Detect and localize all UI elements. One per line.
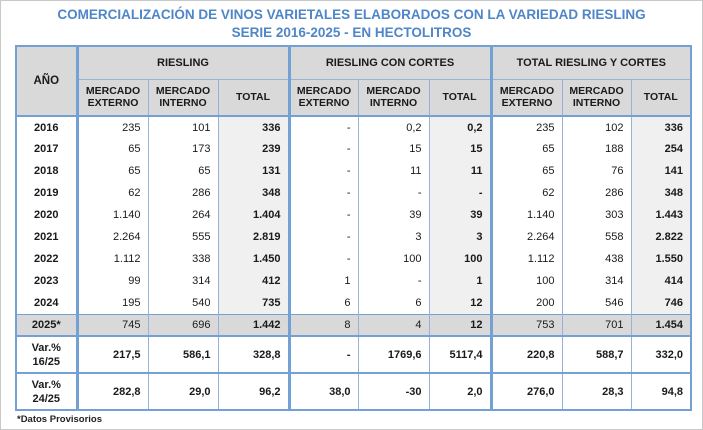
group-header-row	[16, 46, 691, 79]
value-cell: 11	[358, 160, 429, 182]
value-cell: 2.264	[77, 226, 148, 248]
value-cell: -	[289, 226, 358, 248]
value-cell: 1.404	[218, 204, 289, 226]
variation-value-cell: 328,8	[218, 336, 289, 373]
value-cell: -	[289, 204, 358, 226]
value-cell: -	[289, 248, 358, 270]
value-cell: 1.454	[631, 314, 691, 336]
year-row-2018	[16, 160, 691, 182]
year-row-2019	[16, 182, 691, 204]
footnote: *Datos Provisorios	[17, 414, 102, 425]
variation-value-cell: -	[289, 336, 358, 373]
value-cell: 188	[562, 138, 631, 160]
value-cell: 336	[218, 116, 289, 138]
year-cell: 2022	[16, 248, 77, 270]
year-cell: 2018	[16, 160, 77, 182]
table-header	[16, 46, 691, 116]
value-cell: 6	[358, 292, 429, 314]
value-cell: 1.442	[218, 314, 289, 336]
variation-value-cell: 29,0	[148, 373, 218, 410]
value-cell: -	[289, 116, 358, 138]
value-cell: 3	[429, 226, 491, 248]
year-cell: 2016	[16, 116, 77, 138]
year-row-2024	[16, 292, 691, 314]
year-row-2021	[16, 226, 691, 248]
variation-value-cell: 38,0	[289, 373, 358, 410]
variation-value-cell: 282,8	[77, 373, 148, 410]
value-cell: 15	[358, 138, 429, 160]
value-cell: 39	[429, 204, 491, 226]
value-cell: 746	[631, 292, 691, 314]
variation-value-cell: 1769,6	[358, 336, 429, 373]
value-cell: 65	[77, 138, 148, 160]
year-row-2023	[16, 270, 691, 292]
subheader-riesling-mercado-externo: MERCADO EXTERNO	[77, 79, 148, 116]
value-cell: 12	[429, 314, 491, 336]
value-cell: 254	[631, 138, 691, 160]
year-cell: 2025*	[16, 314, 77, 336]
value-cell: 286	[562, 182, 631, 204]
value-cell: 348	[631, 182, 691, 204]
table-body	[16, 116, 691, 410]
value-cell: 753	[491, 314, 562, 336]
variation-label-cell	[16, 373, 77, 410]
variation-value-cell: -30	[358, 373, 429, 410]
value-cell: 558	[562, 226, 631, 248]
variation-label-top: Var.%	[31, 378, 61, 391]
year-cell: 2017	[16, 138, 77, 160]
value-cell: 76	[562, 160, 631, 182]
value-cell: 1.550	[631, 248, 691, 270]
variation-label-bottom: 24/25	[32, 392, 61, 405]
title-line-1: COMERCIALIZACIÓN DE VINOS VARIETALES ELABORADOS CON LA VARIEDAD RIESLING	[57, 7, 646, 22]
value-cell: 1.140	[77, 204, 148, 226]
variation-value-cell: 217,5	[77, 336, 148, 373]
value-cell: 1.450	[218, 248, 289, 270]
year-cell: 2020	[16, 204, 77, 226]
value-cell: 438	[562, 248, 631, 270]
value-cell: 141	[631, 160, 691, 182]
value-cell: 338	[148, 248, 218, 270]
year-row-2022	[16, 248, 691, 270]
variation-value-cell: 586,1	[148, 336, 218, 373]
value-cell: 235	[77, 116, 148, 138]
value-cell: 8	[289, 314, 358, 336]
value-cell: 65	[148, 160, 218, 182]
value-cell: 235	[491, 116, 562, 138]
subheader-riesling-mercado-interno: MERCADO INTERNO	[148, 79, 218, 116]
variation-value-cell: 5117,4	[429, 336, 491, 373]
year-cell: 2019	[16, 182, 77, 204]
report-title	[1, 1, 702, 42]
value-cell: 546	[562, 292, 631, 314]
variation-row-24-25	[16, 373, 691, 410]
variation-value-cell: 28,3	[562, 373, 631, 410]
group-header-total-riesling-y-cortes: TOTAL RIESLING Y CORTES	[491, 46, 691, 79]
value-cell: 3	[358, 226, 429, 248]
value-cell: -	[289, 182, 358, 204]
value-cell: 696	[148, 314, 218, 336]
value-cell: 173	[148, 138, 218, 160]
value-cell: 102	[562, 116, 631, 138]
value-cell: 195	[77, 292, 148, 314]
value-cell: 65	[77, 160, 148, 182]
year-row-2016	[16, 116, 691, 138]
value-cell: 99	[77, 270, 148, 292]
subheader-totalgrp-mercado-externo: MERCADO EXTERNO	[491, 79, 562, 116]
value-cell: 2.264	[491, 226, 562, 248]
year-cell: 2023	[16, 270, 77, 292]
value-cell: 314	[148, 270, 218, 292]
group-header-riesling-con-cortes: RIESLING CON CORTES	[289, 46, 491, 79]
subheader-row	[16, 79, 691, 116]
value-cell: 2.819	[218, 226, 289, 248]
year-row-2020	[16, 204, 691, 226]
value-cell: 1.443	[631, 204, 691, 226]
value-cell: 1	[289, 270, 358, 292]
value-cell: 11	[429, 160, 491, 182]
value-cell: 286	[148, 182, 218, 204]
variation-label-bottom: 16/25	[32, 355, 61, 368]
value-cell: 100	[429, 248, 491, 270]
value-cell: 131	[218, 160, 289, 182]
value-cell: 239	[218, 138, 289, 160]
value-cell: 100	[491, 270, 562, 292]
subheader-cortes-total: TOTAL	[429, 79, 491, 116]
value-cell: -	[358, 270, 429, 292]
value-cell: -	[289, 138, 358, 160]
group-header-riesling: RIESLING	[77, 46, 289, 79]
value-cell: 15	[429, 138, 491, 160]
year-cell: 2024	[16, 292, 77, 314]
value-cell: 414	[631, 270, 691, 292]
value-cell: 1.112	[77, 248, 148, 270]
value-cell: 4	[358, 314, 429, 336]
value-cell: 745	[77, 314, 148, 336]
variation-value-cell: 588,7	[562, 336, 631, 373]
value-cell: 348	[218, 182, 289, 204]
subheader-riesling-total: TOTAL	[218, 79, 289, 116]
variation-value-cell: 276,0	[491, 373, 562, 410]
value-cell: 264	[148, 204, 218, 226]
riesling-data-table	[15, 45, 692, 411]
value-cell: 540	[148, 292, 218, 314]
value-cell: 1	[429, 270, 491, 292]
subheader-totalgrp-mercado-interno: MERCADO INTERNO	[562, 79, 631, 116]
subheader-totalgrp-total: TOTAL	[631, 79, 691, 116]
value-cell: 2.822	[631, 226, 691, 248]
value-cell: 62	[491, 182, 562, 204]
value-cell: 336	[631, 116, 691, 138]
variation-value-cell: 2,0	[429, 373, 491, 410]
value-cell: 555	[148, 226, 218, 248]
value-cell: 314	[562, 270, 631, 292]
value-cell: 12	[429, 292, 491, 314]
variation-value-cell: 332,0	[631, 336, 691, 373]
value-cell: 701	[562, 314, 631, 336]
title-line-2: SERIE 2016-2025 - EN HECTOLITROS	[231, 25, 472, 40]
value-cell: 101	[148, 116, 218, 138]
subheader-cortes-mercado-externo: MERCADO EXTERNO	[289, 79, 358, 116]
year-column-header: AÑO	[16, 46, 77, 116]
year-row-2025	[16, 314, 691, 336]
year-row-2017	[16, 138, 691, 160]
variation-value-cell: 94,8	[631, 373, 691, 410]
value-cell: 62	[77, 182, 148, 204]
value-cell: 412	[218, 270, 289, 292]
value-cell: 65	[491, 138, 562, 160]
value-cell: 65	[491, 160, 562, 182]
value-cell: 1.112	[491, 248, 562, 270]
value-cell: -	[429, 182, 491, 204]
value-cell: -	[358, 182, 429, 204]
value-cell: 200	[491, 292, 562, 314]
value-cell: -	[289, 160, 358, 182]
value-cell: 39	[358, 204, 429, 226]
variation-label-cell	[16, 336, 77, 373]
variation-label-top: Var.%	[31, 341, 61, 354]
value-cell: 100	[358, 248, 429, 270]
year-cell: 2021	[16, 226, 77, 248]
value-cell: 0,2	[358, 116, 429, 138]
variation-row-16-25	[16, 336, 691, 373]
subheader-cortes-mercado-interno: MERCADO INTERNO	[358, 79, 429, 116]
value-cell: 303	[562, 204, 631, 226]
value-cell: 0,2	[429, 116, 491, 138]
value-cell: 6	[289, 292, 358, 314]
variation-value-cell: 96,2	[218, 373, 289, 410]
value-cell: 1.140	[491, 204, 562, 226]
value-cell: 735	[218, 292, 289, 314]
variation-value-cell: 220,8	[491, 336, 562, 373]
